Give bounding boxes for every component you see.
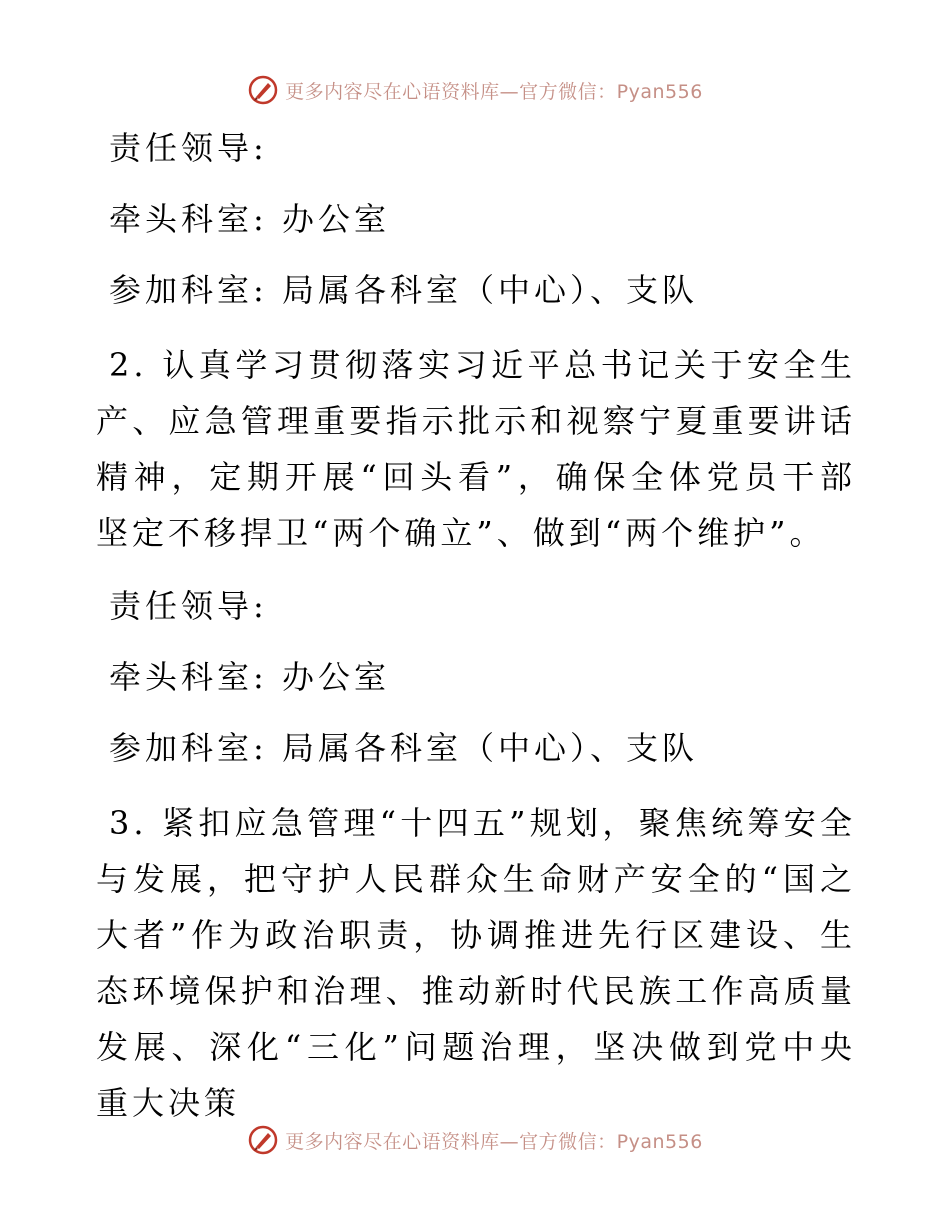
watermark-text: 更多内容尽在心语资料库—官方微信：Pyan556 [285,80,703,103]
participating-departments-label: 参加科室: 局属各科室（中心）、支队 [109,729,698,767]
responsible-leader-label: 责任领导: [109,129,268,167]
document-body [96,124,856,1131]
watermark-footer [0,1120,950,1160]
pen-in-circle-icon [247,1124,279,1156]
lead-department-label: 牵头科室: 办公室 [109,658,390,696]
lead-department-label: 牵头科室: 办公室 [109,200,390,238]
item-3-paragraph: 3. 紧扣应急管理“十四五”规划，聚焦统筹安全与发展，把守护人民群众生命财产安全的“国之大者”作为政治职责，协调推进先行区建设、生态环境保护和治理、推动新时代民族工作高质量发展、深化“三化”问题治理，坚决做到党中央重大决策 [96,804,856,1122]
participating-departments-label: 参加科室: 局属各科室（中心）、支队 [109,271,698,309]
watermark-text: 更多内容尽在心语资料库—官方微信：Pyan556 [285,1130,703,1153]
responsible-leader-label: 责任领导: [109,587,268,625]
pen-in-circle-icon [247,74,279,106]
watermark-header [0,70,950,110]
item-2-paragraph: 2. 认真学习贯彻落实习近平总书记关于安全生产、应急管理重要指示批示和视察宁夏重要讲话精神，定期开展“回头看”，确保全体党员干部坚定不移捍卫“两个确立”、做到“两个维护”。 [96,346,856,552]
